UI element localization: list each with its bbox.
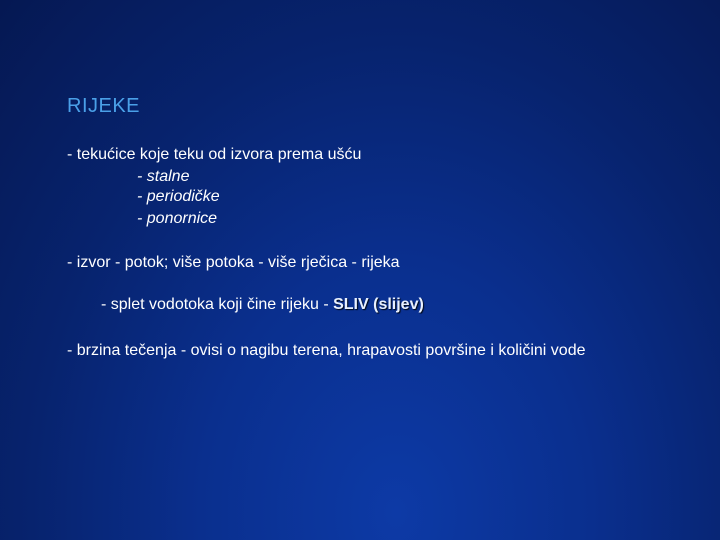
- flow-speed-text: - brzina tečenja - ovisi o nagibu terena, hrapavosti površine i količini vode: [67, 342, 586, 359]
- source-to-river-sequence: - izvor - potok; više potoka - više rječica - rijeka: [67, 254, 400, 271]
- slide-title: RIJEKE: [67, 95, 141, 117]
- river-type-permanent: - stalne: [137, 168, 190, 185]
- river-type-periodic: - periodičke: [137, 188, 220, 205]
- basin-term: SLIV (slijev): [333, 296, 424, 313]
- river-type-sinking: - ponornice: [137, 210, 218, 227]
- definition-text: - tekućice koje teku od izvora prema ušću: [67, 146, 362, 163]
- basin-definition: [101, 295, 424, 315]
- basin-prefix: - splet vodotoka koji čine rijeku -: [101, 296, 334, 313]
